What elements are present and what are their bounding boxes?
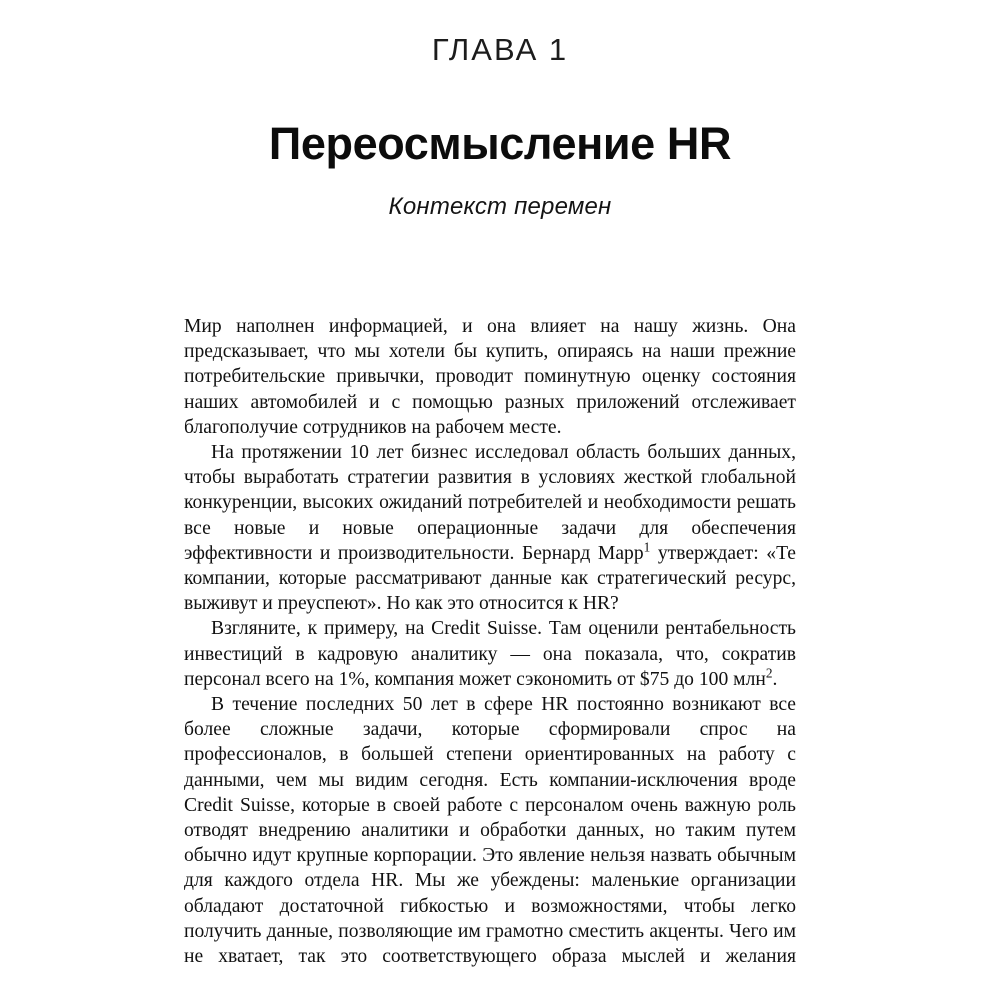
body-paragraph-3: [184, 616, 796, 692]
paragraph-3-text-before-footnote: Взгляните, к примеру, на Credit Suisse. Там оценили рентабельность инвестиций в кадровую аналитику — она показала, что, сократив персонал всего на 1%, компания может сэкономить от $75 до 100 млн: [184, 618, 796, 690]
body-paragraph-1: Мир наполнен информацией, и она влияет на нашу жизнь. Она предсказывает, что мы хотели бы купить, опираясь на наши прежние потребительские привычки, проводит поминутную оценку состояния наших автомобилей и с помощью разных приложений отслеживает благополучие сотрудников на рабочем месте.: [184, 316, 796, 438]
footnote-marker-1[interactable]: 1: [643, 539, 651, 555]
paragraph-3-text-after-footnote: .: [772, 668, 778, 690]
chapter-header: [0, 0, 1000, 221]
paragraph-2-text-before-footnote: На протяжении 10 лет бизнес исследовал область больших данных, чтобы выработать стратегии развития в условиях жесткой глобальной конкуренции, высоких ожиданий потребителей и необходимости решать все новые и новые операционные задачи для обеспечения эффективности и производительности. Бернард Марр: [184, 442, 796, 564]
chapter-subtitle: Контекст перемен: [388, 193, 612, 221]
body-paragraph-2: [184, 440, 796, 616]
chapter-number-label: ГЛАВА 1: [431, 32, 569, 67]
chapter-title: Переосмысление HR: [268, 118, 732, 169]
footnote-marker-2[interactable]: 2: [765, 665, 773, 681]
body-text-column: [184, 314, 796, 969]
body-paragraph-4: В течение последних 50 лет в сфере HR постоянно возникают все более сложные задачи, которые сформировали спрос на профессионалов, в большей степени ориентированных на работу с данными, чем мы видим сегодня. Есть компании-исключения вроде Credit Suisse, которые в своей работе с персоналом очень важную роль отводят внедрению аналитики и обработки данных, но таким путем обычно идут крупные корпорации. Это явление нельзя назвать обычным для каждого отдела HR. Мы же убеждены: маленькие организации обладают достаточной гибкостью и возможностями, чтобы легко получить данные, позволяющие им грамотно сместить акценты. Чего им не хватает, так это соответствующего образа мыслей и желания: [184, 694, 796, 968]
paragraph-2-text-after-footnote: утверждает: «Те компании, которые рассматривают данные как стратегический ресурс, выживут и преуспеют». Но как это относится к HR?: [184, 542, 796, 615]
